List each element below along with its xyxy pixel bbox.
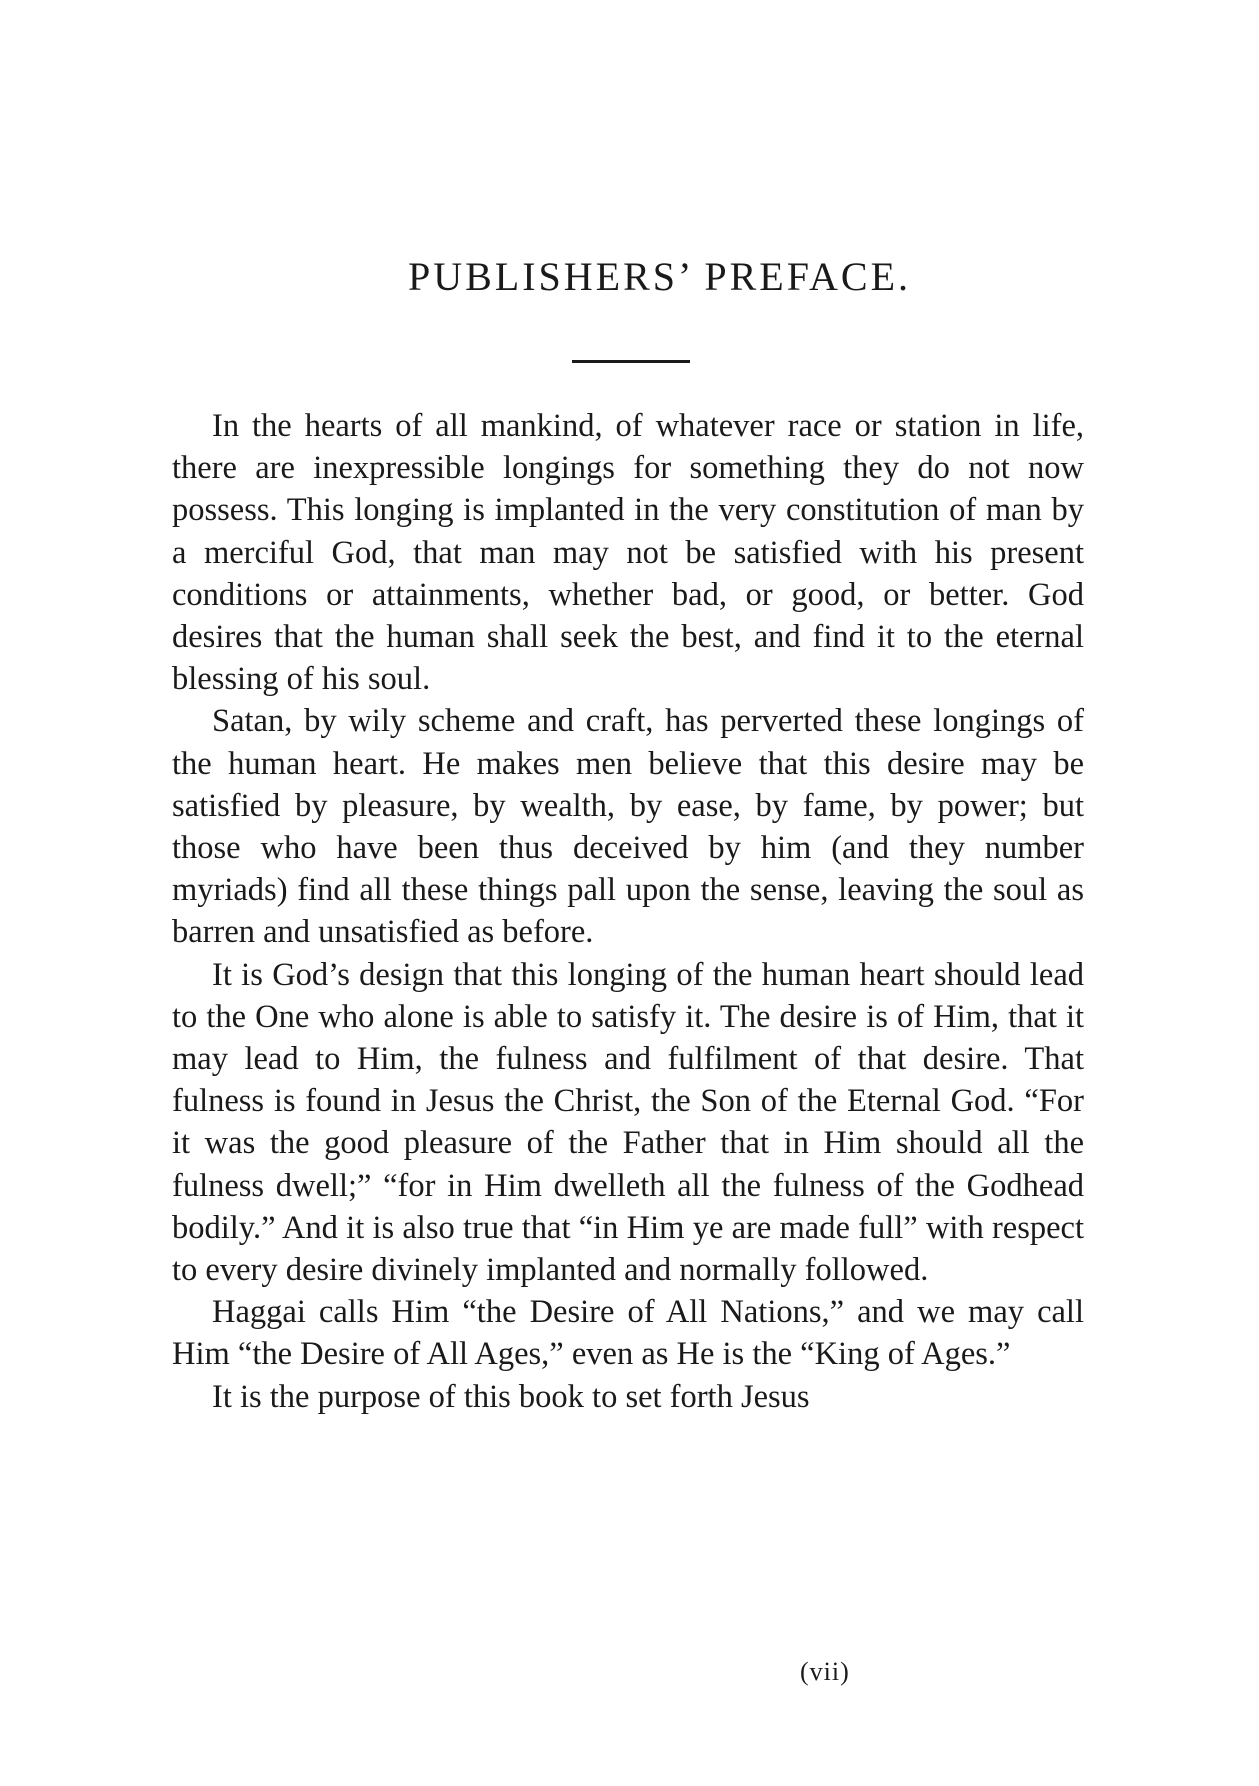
paragraph-1: In the hearts of all mankind, of whatever race or station in life, there are inexpressible longings for something they do not now possess. This longing is implanted in the very constitution of man by a merciful God, that man may not be satisfied with his present conditions or attainments, whether bad, or good, or better. God desires that the human shall seek the best, and find it to the eternal blessing of his soul. [172, 408, 1084, 698]
page-number: (vii) [800, 1657, 850, 1686]
page-title: PUBLISHERS’ PREFACE. [407, 254, 912, 299]
paragraph-2: Satan, by wily scheme and craft, has perverted these longings of the human heart. He makes men believe that this desire may be satisfied by pleasure, by wealth, by ease, by fame, by power; but those who have been thus deceived by him (and they number myriads) find all these things pall upon the sense, leaving the soul as barren and unsatisfied as before. [172, 703, 1084, 951]
title-rule [572, 360, 690, 363]
paragraph-3: It is God’s design that this longing of the human heart should lead to the One who alone is able to satisfy it. The desire is of Him, that it may lead to Him, the fulness and fulfilment of that desire. That fulness is found in Jesus the Christ, the Son of the Eternal God. “For it was the good pleasure of the Father that in Him should all the fulness dwell;” “for in Him dwelleth all the fulness of the Godhead bodily.” And it is also true that “in Him ye are made full” with respect to every desire divinely implanted and normally followed. [172, 956, 1084, 1289]
paragraph-4: Haggai calls Him “the Desire of All Nations,” and we may call Him “the Desire of All Ages,” even as He is the “King of Ages.” [172, 1294, 1084, 1373]
preface-body [172, 405, 1084, 1418]
paragraph-5: It is the purpose of this book to set forth Jesus [212, 1378, 810, 1415]
